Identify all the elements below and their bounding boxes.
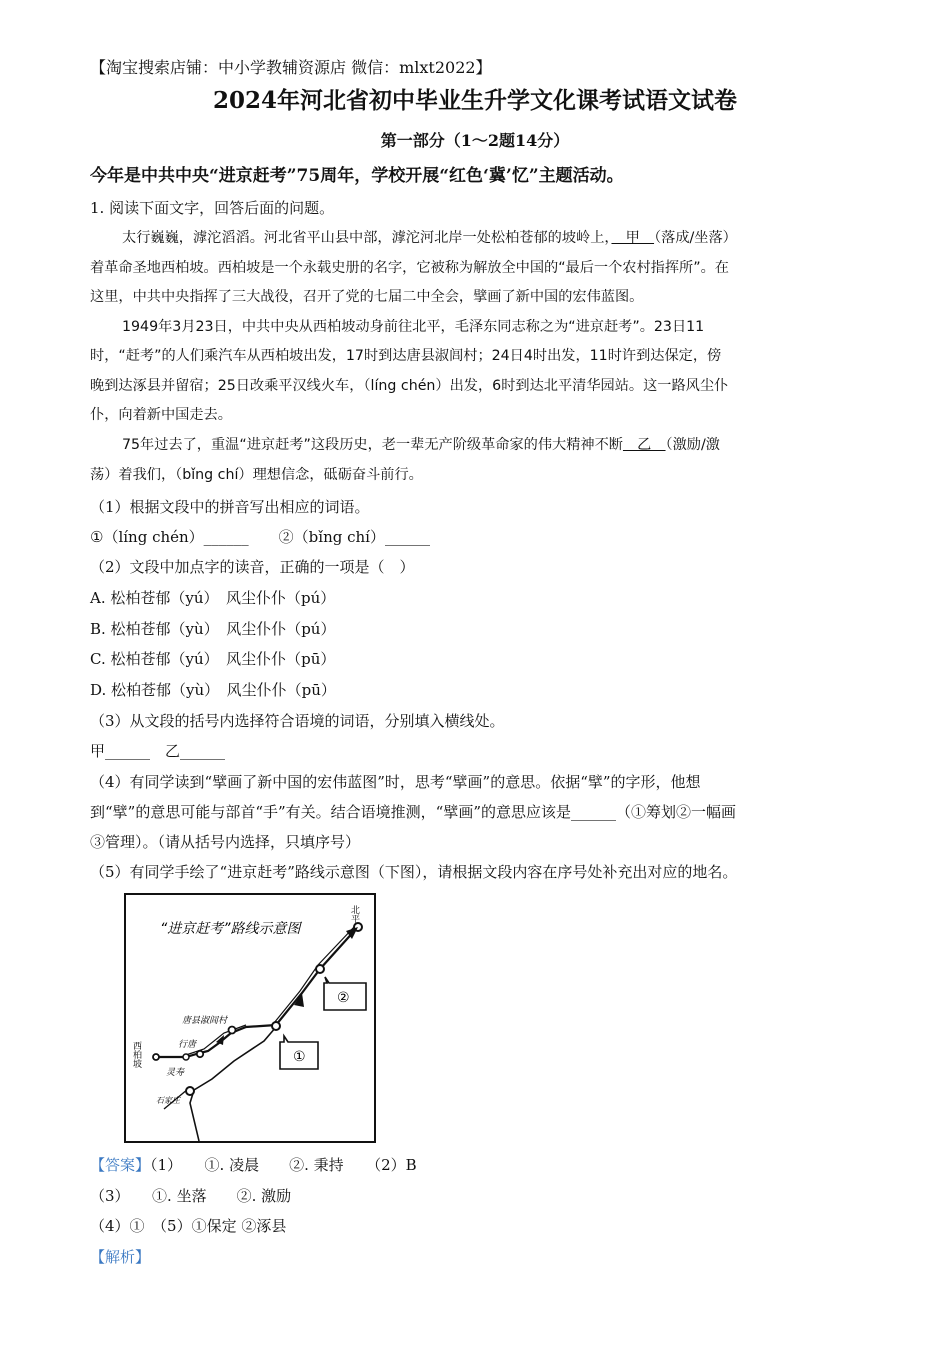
- option-c: C. 松柏苍郁（yú） 风尘仆仆（pū）: [90, 650, 336, 668]
- lingshou-point: [197, 1051, 203, 1057]
- passage-text: （落成/坐落）: [654, 230, 737, 246]
- passage-line: 时，“赶考”的人们乘汽车从西柏坡出发，17时到达唐县淑闾村；24日4时出发，11时许到达保定，傍: [90, 348, 722, 364]
- question-1-intro: 1. 阅读下面文字，回答后面的问题。: [90, 199, 335, 217]
- xibaipo-label: 西柏坡: [131, 1041, 141, 1068]
- sub-question-1-blanks: ①（líng chén）______ ②（bǐng chí）______: [90, 528, 430, 546]
- answer-line: （4）① （5）①保定 ②涿县: [90, 1217, 287, 1235]
- sub-question-5: （5）有同学手绘了“进京赶考”路线示意图（下图），请根据文段内容在序号处补充出对应的地名。: [90, 863, 738, 881]
- lingshou-label: 灵寿: [166, 1068, 185, 1078]
- analysis-label: 【解析】: [90, 1248, 151, 1266]
- route-point: [183, 1054, 189, 1060]
- passage-line: [122, 435, 720, 455]
- passage-line: 这里，中共中央指挥了三大战役，召开了党的七届二中全会，擘画了新中国的宏伟蓝图。: [90, 289, 644, 305]
- part-heading: 第一部分（1～2题14分）: [380, 131, 570, 150]
- passage-text: 75年过去了，重温“进京赶考”这段历史，老一辈无产阶级革命家的伟大精神不断: [122, 437, 623, 453]
- tangxian-point: [229, 1027, 236, 1034]
- map-title: “进京赶考”路线示意图: [160, 921, 301, 937]
- callout-marker-2: ②: [337, 990, 350, 1006]
- answer-line: （3） ①. 坐落 ②. 激励: [90, 1187, 292, 1205]
- sub-question-1: （1）根据文段中的拼音写出相应的词语。: [90, 498, 370, 516]
- option-a: A. 松柏苍郁（yú） 风尘仆仆（pú）: [90, 589, 336, 607]
- beiping-label: 北平: [349, 905, 359, 923]
- answer-line: [90, 1155, 417, 1175]
- sub-question-4: 到“擘”的意思可能与部首“手”有关。结合语境推测，“擘画”的意思应该是______（①筹划②一幅画: [90, 803, 737, 821]
- passage-line: 仆，向着新中国走去。: [90, 407, 232, 423]
- passage-line: 荡）着我们，（bǐng chí）理想信念，砥砺奋斗前行。: [90, 467, 423, 483]
- blank-jia: 甲: [611, 230, 655, 246]
- passage-line: [122, 228, 737, 248]
- shijiazhuang-label: 石家庄: [156, 1096, 180, 1105]
- route-map: [124, 893, 376, 1143]
- passage-line: 1949年3月23日，中共中央从西柏坡动身前往北平，毛泽东同志称之为“进京赶考”。23日11: [122, 319, 705, 335]
- option-b: B. 松柏苍郁（yù） 风尘仆仆（pú）: [90, 620, 336, 638]
- store-header: 【淘宝搜索店铺：中小学教辅资源店 微信：mlxt2022】: [90, 58, 492, 77]
- xibaipo-point: [153, 1054, 159, 1060]
- sub-question-4: ③管理）。（请从括号内选择，只填序号）: [90, 833, 361, 851]
- passage-line: 晚到达涿县并留宿；25日改乘平汉线火车，（líng chén）出发，6时到达北平清华园站。这一路风尘仆: [90, 378, 729, 394]
- sub-question-4: （4）有同学读到“擘画了新中国的宏伟蓝图”时，思考“擘画”的意思。依据“擘”的字形，他想: [90, 773, 701, 791]
- shijiazhuang-point: [186, 1087, 194, 1095]
- baoding-point: [272, 1022, 280, 1030]
- sub-question-2: （2）文段中加点字的读音，正确的一项是（ ）: [90, 558, 415, 576]
- callout-marker-1: ①: [293, 1049, 306, 1065]
- passage-line: 着革命圣地西柏坡。西柏坡是一个永载史册的名字，它被称为解放全中国的“最后一个农村指挥所”。在: [90, 260, 729, 276]
- passage-text: 太行巍巍，滹沱滔滔。河北省平山县中部，滹沱河北岸一处松柏苍郁的坡岭上，: [122, 230, 612, 246]
- answer-label: 【答案】: [90, 1156, 151, 1174]
- zhuoxian-point: [316, 965, 324, 973]
- sub-question-3-blanks: 甲______ 乙______: [90, 742, 226, 760]
- passage-text: （激励/激: [665, 437, 720, 453]
- xingtang-label: 行唐: [178, 1040, 197, 1050]
- tangxian-label: 唐县淑闾村: [182, 1016, 228, 1026]
- sub-question-3: （3）从文段的括号内选择符合语境的词语，分别填入横线处。: [90, 712, 505, 730]
- option-d: D. 松柏苍郁（yù） 风尘仆仆（pū）: [90, 681, 336, 699]
- blank-yi: 乙: [622, 437, 666, 453]
- page-title: 2024年河北省初中毕业生升学文化课考试语文试卷: [212, 87, 737, 114]
- activity-theme: 今年是中共中央“进京赶考”75周年，学校开展“红色‘冀’忆”主题活动。: [90, 166, 624, 186]
- answer-text: （1） ①. 凌晨 ②. 秉持 （2）B: [150, 1156, 417, 1174]
